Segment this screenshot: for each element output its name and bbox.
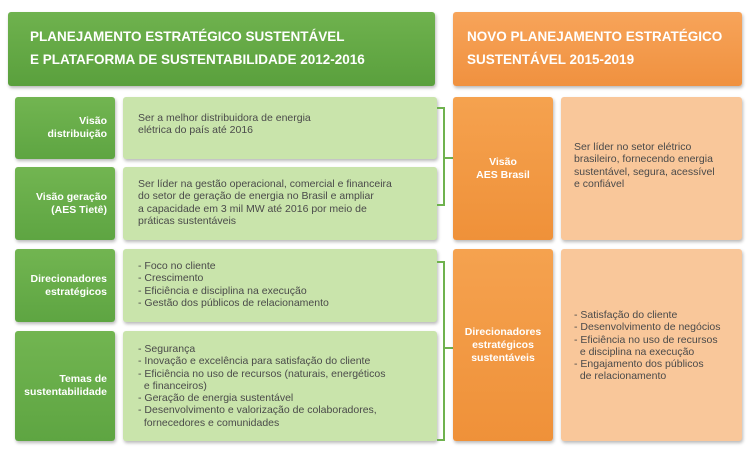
content-line: - Foco no cliente (138, 260, 216, 272)
label-temas-sustentabilidade (15, 331, 115, 441)
content-temas-sustentabilidade (123, 331, 437, 441)
content-line: - Segurança (138, 343, 196, 355)
label-line: AES Brasil (476, 168, 530, 181)
content-visao-geracao (123, 167, 437, 240)
content-line: brasileiro, fornecendo energia (574, 153, 713, 166)
content-line: - Eficiência e disciplina na execução (138, 284, 307, 297)
content-line: e confiável (574, 177, 625, 190)
label-line: Visão geração (35, 190, 107, 203)
content-direcionadores (123, 249, 437, 322)
label-line: estratégicos (472, 338, 534, 351)
label-visao-geracao (15, 167, 115, 240)
label-line: (AES Tietê) (51, 203, 107, 216)
content-line: - Desenvolvimento e valorização de colaboradores, (138, 404, 377, 417)
content-direcionadores-sustentaveis (561, 249, 742, 441)
content-line: do setor de geração de energia no Brasil e ampliar (138, 190, 374, 203)
label-line: sustentáveis (471, 351, 535, 364)
content-line: - Eficiência no uso de recursos (naturais, energéticos (138, 367, 386, 380)
label-direcionadores (15, 249, 115, 322)
new-plan-header-line: NOVO PLANEJAMENTO ESTRATÉGICO (467, 29, 723, 44)
content-line: a capacidade em 3 mil MW até 2016 por meio de (138, 202, 367, 215)
label-line: estratégicos (45, 285, 107, 298)
content-line: práticas sustentáveis (138, 214, 237, 227)
content-line: sustentável, segura, acessível (574, 165, 715, 178)
label-line: Direcionadores (30, 272, 107, 285)
label-line: Temas de (59, 373, 107, 385)
label-line: Visão (79, 115, 107, 127)
bracket-directives (437, 261, 445, 441)
content-line: fornecedores e comunidades (138, 416, 280, 429)
label-visao-aes-brasil (453, 97, 553, 240)
content-line: Ser líder no setor elétrico (574, 141, 692, 153)
new-plan-header-line: SUSTENTÁVEL 2015-2019 (467, 52, 635, 67)
label-direcionadores-sustentaveis (453, 249, 553, 441)
content-line: - Crescimento (138, 272, 204, 285)
content-line: Ser líder na gestão operacional, comercial e financeira (138, 178, 392, 190)
bracket-vision-arm (444, 157, 453, 159)
content-line: - Inovação e excelência para satisfação do cliente (138, 355, 371, 368)
content-line: e financeiros) (138, 379, 207, 392)
label-line: Visão (489, 155, 517, 168)
content-line: de relacionamento (574, 370, 667, 383)
bracket-directives-arm (444, 347, 453, 349)
content-line: elétrica do país até 2016 (138, 124, 253, 137)
label-line: distribuição (47, 128, 107, 140)
content-line: e disciplina na execução (574, 345, 695, 358)
content-line: - Geração de energia sustentável (138, 392, 294, 405)
content-visao-distribuicao (123, 97, 437, 159)
label-visao-distribuicao (15, 97, 115, 159)
content-visao-aes-brasil (561, 97, 742, 240)
content-line: - Engajamento dos públicos (574, 358, 704, 371)
content-line: - Desenvolvimento de negócios (574, 321, 721, 334)
content-line: - Eficiência no uso de recursos (574, 333, 718, 346)
content-line: - Satisfação do cliente (574, 309, 678, 321)
current-plan-header-line: PLANEJAMENTO ESTRATÉGICO SUSTENTÁVEL (30, 29, 345, 44)
content-line: - Gestão dos públicos de relacionamento (138, 296, 329, 309)
label-line: sustentabilidade (24, 386, 107, 398)
current-plan-header-line: E PLATAFORMA DE SUSTENTABILIDADE 2012-2016 (30, 52, 365, 67)
new-plan-header (453, 12, 742, 86)
label-line: Direcionadores (464, 325, 542, 338)
content-line: Ser a melhor distribuidora de energia (138, 112, 311, 124)
current-plan-header (8, 12, 435, 86)
